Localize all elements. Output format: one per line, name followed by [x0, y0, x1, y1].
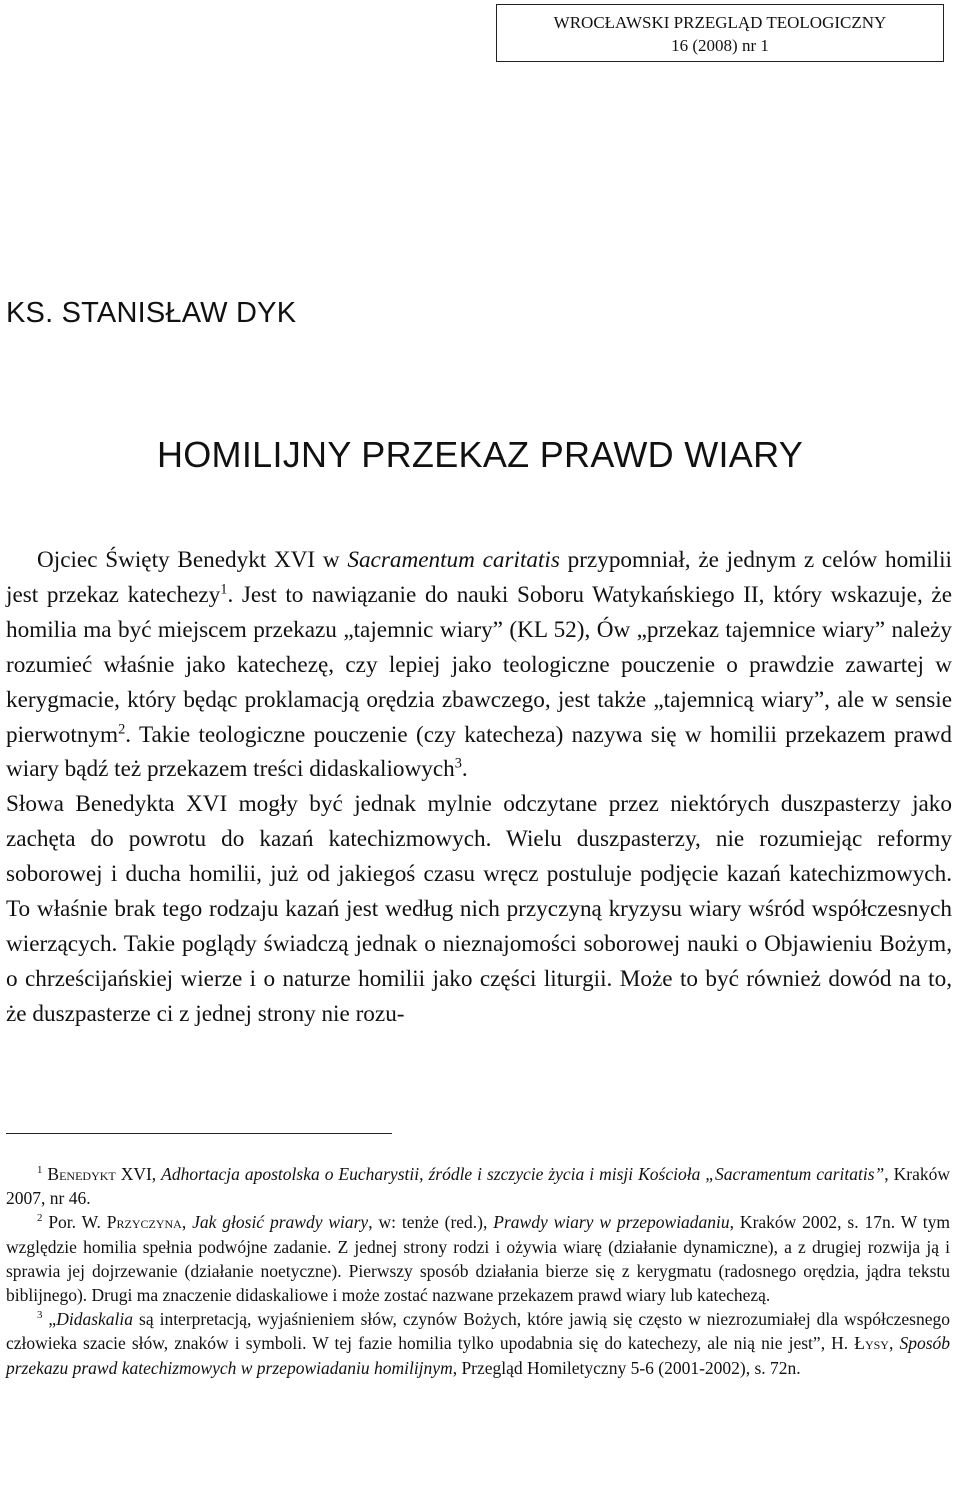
- p1-text-4: . Takie teologiczne pouczenie (czy katecheza) nazywa się w homilii przekazem prawd wiary bądź też przekazem treści didaskaliowych: [6, 721, 952, 783]
- body-paragraph-2: Słowa Benedykta XVI mogły być jednak mylnie odczytane przez niektórych duszpasterzy jako zachęta do powrotu do kazań katechizmowych. Wielu duszpasterzy, nie rozumiejąc reformy soborowej i ducha homilii, już od jakiegoś czasu wręcz postuluje podjęcie kazań katechizmowych. To właśnie brak tego rodzaju kazań jest według nich przyczyną kryzysu wiary wśród współczesnych wierzących. Takie poglądy świadczą jednak o nieznajomości soborowej nauki o Objawieniu Bożym, o chrześcijańskiej wierze i o naturze homilii jako części liturgii. Może to być również dowód na to, że duszpasterze ci z jednej strony nie rozu-: [6, 791, 952, 1027]
- footnote-3: [6, 1307, 950, 1380]
- journal-header-box: [496, 4, 944, 62]
- footnote-3-text: są interpretacją, wyjaśnieniem słów, czynów Bożych, które jawią się często w niezrozumiałej dla współczesnego człowieka szacie słów, znaków i symboli. W tej fazie homilia tylko upodabnia się do katechezy, ale nią nie jest”, H.: [6, 1309, 950, 1354]
- footnote-ref-2[interactable]: 2: [118, 720, 126, 737]
- footnote-divider: [6, 1133, 392, 1134]
- footnote-3-rest: , Przegląd Homiletyczny 5-6 (2001-2002), s. 72n.: [452, 1357, 801, 1378]
- footnote-2-title-2: Prawdy wiary w przepowiadaniu: [493, 1212, 730, 1233]
- footnote-1-author: Benedykt: [47, 1164, 116, 1184]
- footnote-3-sep: ,: [888, 1333, 900, 1354]
- journal-name: WROCŁAWSKI PRZEGLĄD TEOLOGICZNY: [553, 13, 887, 32]
- p1-text-5: .: [461, 756, 468, 783]
- footnote-number-2: 2: [37, 1212, 43, 1225]
- footnote-3-quote-open: „: [48, 1309, 57, 1330]
- footnotes: [6, 1162, 950, 1380]
- article-author: KS. STANISŁAW DYK: [6, 297, 297, 329]
- footnote-3-term: Didaskalia: [56, 1309, 134, 1330]
- footnote-1-title: Adhortacja apostolska o Eucharystii, źródle i szczycie życia i misji Kościoła „Sacramentum caritatis”: [161, 1164, 885, 1184]
- footnote-number-1: 1: [37, 1164, 43, 1177]
- footnote-3-author: Łysy: [854, 1333, 889, 1354]
- p1-text-2: przypomniał, że jednym z celów homilii jest przekaz katechezy: [6, 547, 952, 608]
- footnote-number-3: 3: [37, 1309, 43, 1322]
- footnote-3-title: Sposób przekazu prawd katechizmowych w przepowiadaniu homilijnym: [6, 1333, 950, 1378]
- body-paragraph-1: [6, 543, 952, 787]
- footnote-1-rest: , Kraków 2007, nr 46.: [6, 1164, 951, 1209]
- p1-text-1: Ojciec Święty Benedykt XVI w: [37, 547, 348, 573]
- footnote-ref-1[interactable]: 1: [220, 581, 228, 598]
- article-title: HOMILIJNY PRZEKAZ PRAWD WIARY: [156, 434, 804, 475]
- p1-text-3: . Jest to nawiązanie do nauki Soboru Watykańskiego II, który wskazuje, że homilia ma być miejscem przekazu „tajemnic wiary” (KL 52), Ów „przekaz tajemnice wiary” należy rozumieć właśnie jako katechezę, czy lepiej jako teologiczne pouczenie o prawdzie zawartej w kerygmacie, który będąc proklamacją orędzia zbawczego, jest także „tajemnicą wiary”, ale w sensie pierwotnym: [6, 581, 952, 748]
- footnote-2-mid: , w: tenże (red.),: [368, 1212, 494, 1233]
- journal-issue: 16 (2008) nr 1: [671, 36, 769, 55]
- footnote-2-pre: Por. W.: [48, 1212, 107, 1233]
- footnote-ref-3[interactable]: 3: [454, 755, 462, 772]
- footnote-2: [6, 1210, 950, 1307]
- footnote-2-rest: , Kraków 2002, s. 17n. W tym względzie homilia spełnia podwójne zadanie. Z jednej strony rodzi i ożywia wiarę (działanie dynamiczne), a z drugiej rozwija ją i sprawia jej dojrzewanie (działanie noetyczne). Pierwszy sposób działania bierze się z kerygmatu (radosnego orędzia, jądra tekstu biblijnego). Drugi ma znaczenie didaskaliowe i może zostać nazwane przekazem prawd wiary lub katechezą.: [6, 1212, 950, 1306]
- p1-italic-title: Sacramentum caritatis: [347, 547, 560, 573]
- footnote-2-author: Przyczyna: [106, 1212, 182, 1233]
- footnote-1-text: XVI,: [115, 1164, 162, 1184]
- article-body: [6, 543, 952, 1032]
- footnote-2-sep: ,: [181, 1212, 193, 1233]
- footnote-2-title-1: Jak głosić prawdy wiary: [192, 1212, 369, 1233]
- footnote-1: [6, 1162, 950, 1210]
